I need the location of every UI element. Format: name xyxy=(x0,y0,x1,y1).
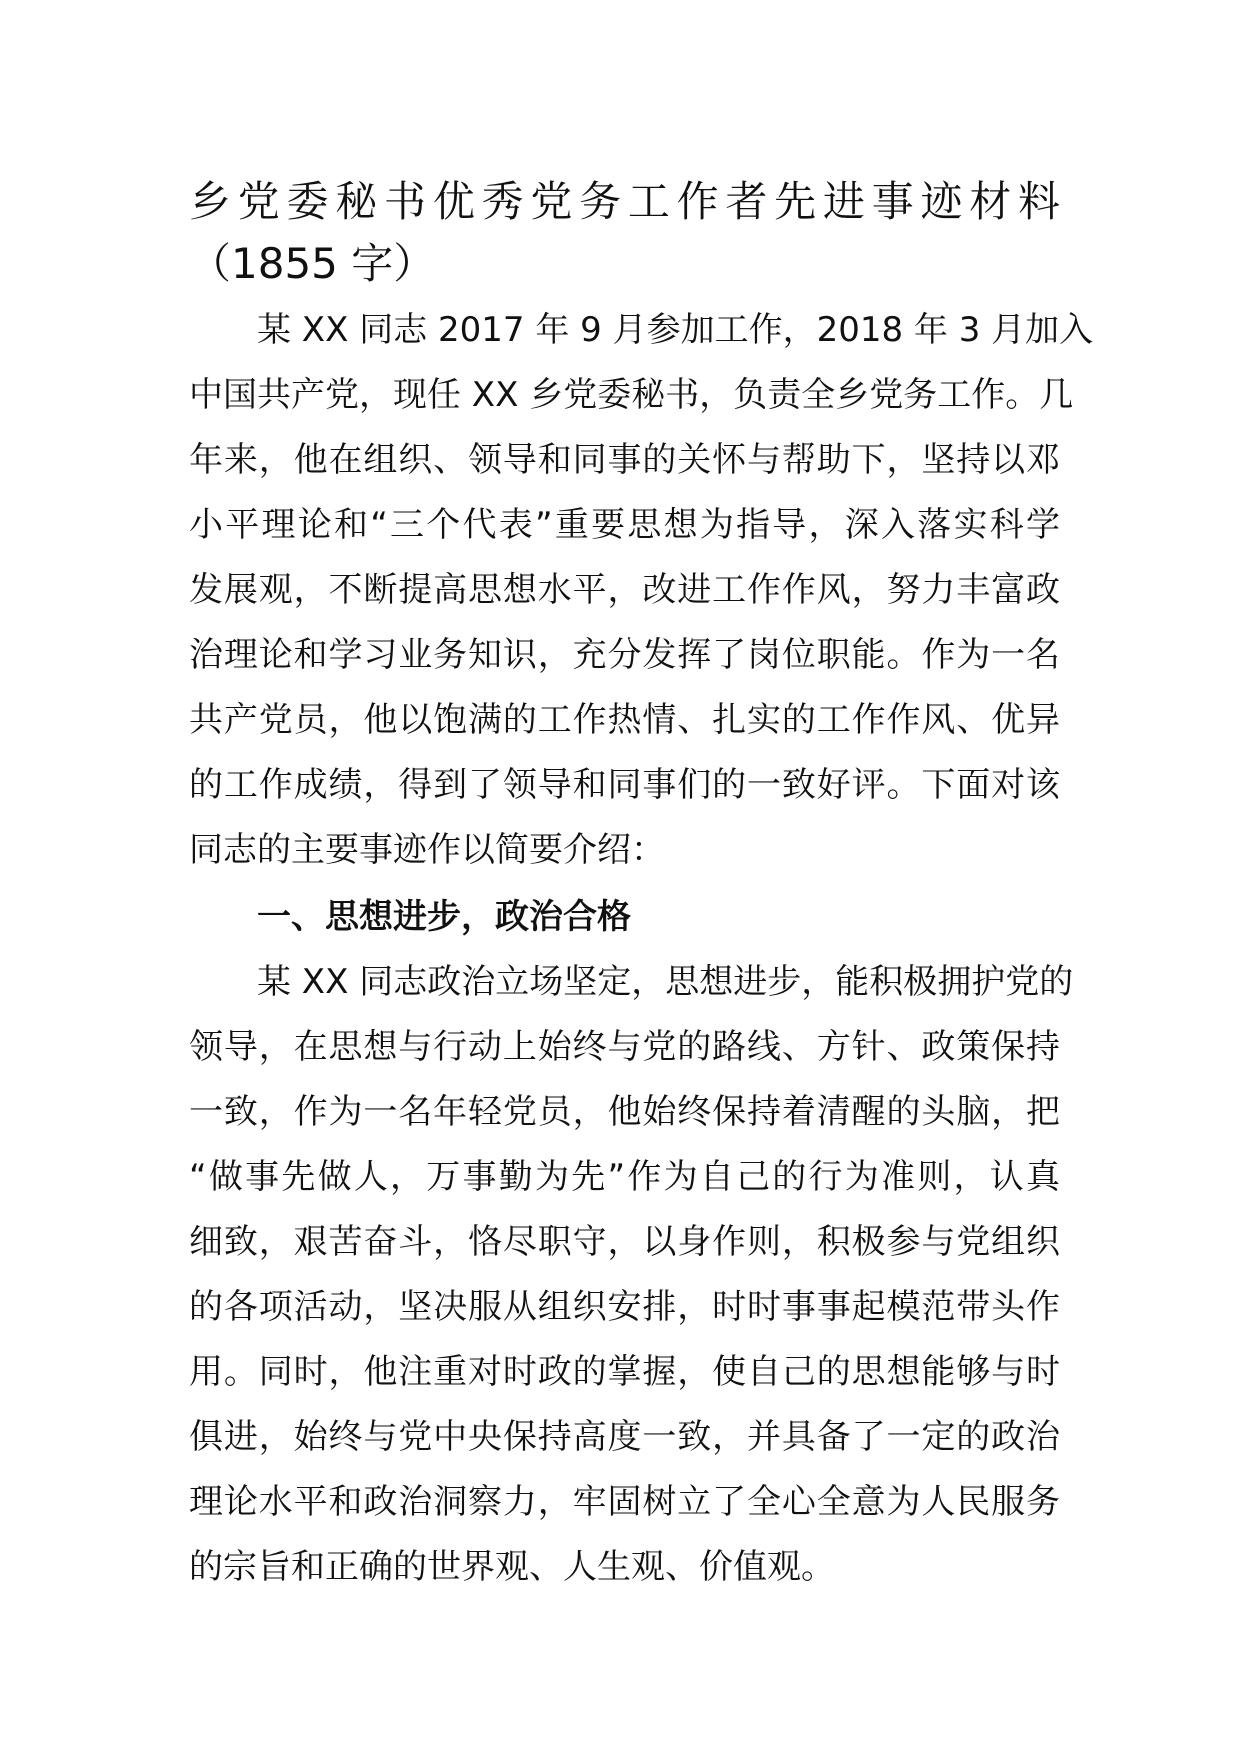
paragraph-line: 中国共产党，现任 XX 乡党委秘书，负责全乡党务工作。几 xyxy=(189,375,1074,415)
paragraph-line: 的工作成绩，得到了领导和同事们的一致好评。下面对该 xyxy=(189,765,1060,805)
paragraph-line: 理论水平和政治洞察力，牢固树立了全心全意为人民服务 xyxy=(189,1482,1060,1522)
paragraph-line: 治理论和学习业务知识，充分发挥了岗位职能。作为一名 xyxy=(189,635,1060,675)
paragraph-line: 某 XX 同志 2017 年 9 月参加工作，2018 年 3 月加入 xyxy=(189,310,1094,350)
paragraph-line: 领导，在思想与行动上始终与党的路线、方针、政策保持 xyxy=(189,1027,1060,1067)
paragraph-line: 发展观，不断提高思想水平，改进工作作风，努力丰富政 xyxy=(189,570,1060,610)
paragraph-line: 某 XX 同志政治立场坚定，思想进步，能积极拥护党的 xyxy=(189,962,1074,1002)
paragraph-line: “做事先做人，万事勤为先”作为自己的行为准则，认真 xyxy=(189,1157,1060,1197)
paragraph-line: 俱进，始终与党中央保持高度一致，并具备了一定的政治 xyxy=(189,1417,1060,1457)
paragraph-line: 的宗旨和正确的世界观、人生观、价值观。 xyxy=(189,1547,835,1587)
paragraph-line: 一致，作为一名年轻党员，他始终保持着清醒的头脑，把 xyxy=(189,1092,1060,1132)
paragraph-line: 同志的主要事迹作以简要介绍： xyxy=(189,830,665,870)
document-title: 乡党委秘书优秀党务工作者先进事迹材料 xyxy=(189,177,1060,226)
paragraph-line: 细致，艰苦奋斗，恪尽职守，以身作则，积极参与党组织 xyxy=(189,1222,1060,1262)
paragraph-line: 的各项活动，坚决服从组织安排，时时事事起模范带头作 xyxy=(189,1287,1060,1327)
section-heading: 一、思想进步，政治合格 xyxy=(189,897,631,937)
paragraph-line: 共产党员，他以饱满的工作热情、扎实的工作作风、优异 xyxy=(189,700,1060,740)
paragraph-line: 小平理论和“三个代表”重要思想为指导，深入落实科学 xyxy=(189,505,1060,545)
paragraph-line: 年来，他在组织、领导和同事的关怀与帮助下，坚持以邓 xyxy=(189,440,1060,480)
document-title-wordcount: （1855 字） xyxy=(189,239,436,288)
paragraph-line: 用。同时，他注重对时政的掌握，使自己的思想能够与时 xyxy=(189,1352,1060,1392)
